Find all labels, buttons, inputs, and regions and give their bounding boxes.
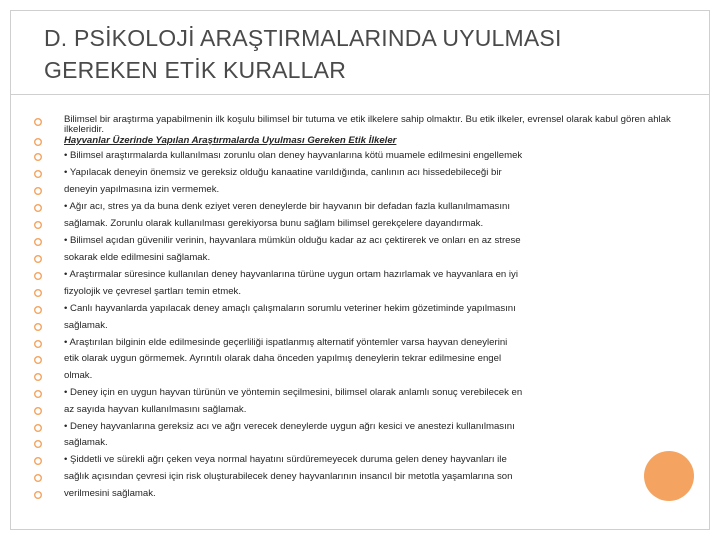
list-item-text: • Deney hayvanlarına gereksiz acı ve ağrı verecek deneylerde uygun ağrı kesici ve anestezi kullanılmasını [64, 421, 515, 432]
list-item-text: • Deney için en uygun hayvan türünün ve yöntemin seçilmesini, bilimsel olarak anlamlı sonuç verebilecek en [64, 387, 523, 398]
bullet-icon [33, 271, 43, 281]
bullet-icon [33, 137, 43, 147]
bullet-icon [33, 152, 43, 162]
bullet-icon [33, 220, 43, 230]
list-item-text: olmak. [64, 370, 93, 381]
bullet-icon [33, 339, 43, 349]
bullet-icon [33, 203, 43, 213]
bullet-icon [33, 423, 43, 433]
bullet-icon [33, 237, 43, 247]
list-item-text: sağlamak. [64, 437, 108, 448]
bullet-icon [33, 305, 43, 315]
bullet-icon [33, 490, 43, 500]
bullet-icon [33, 439, 43, 449]
slide-title [44, 22, 684, 86]
bullet-icon [33, 456, 43, 466]
list-item-text: etik olarak uygun görmemek. Ayrıntılı olarak daha önceden yapılmış deneylerin tekrar edilmesine engel [64, 353, 502, 364]
bullet-icon [33, 186, 43, 196]
slide-title-line-1: D. PSİKOLOJİ ARAŞTIRMALARINDA UYULMASI [44, 25, 562, 51]
list-item-text: az sayıda hayvan kullanılmasını sağlamak. [64, 404, 247, 415]
list-item-text: • Bilimsel araştırmalarda kullanılması zorunlu olan deney hayvanlarına kötü muamele edilmesini engellemek [64, 150, 523, 161]
list-item-text: deneyin yapılmasına izin vermemek. [64, 184, 220, 195]
list-item-text: • Bilimsel açıdan güvenilir verinin, hayvanlara mümkün olduğu kadar az acı çektirerek ve onları en az strese [64, 235, 521, 246]
bullet-icon [33, 372, 43, 382]
list-item-text: • Araştırılan bilginin elde edilmesinde geçerliliği ispatlanmış alternatif yöntemler varsa hayvan deneylerini [64, 337, 508, 348]
section-heading: Hayvanlar Üzerinde Yapılan Araştırmalarda Uyulması Gereken Etik İlkeler [64, 135, 397, 146]
list-item-text: fizyolojik ve çevresel şartları temin etmek. [64, 286, 242, 297]
bullet-icon [33, 406, 43, 416]
list-item-text: Bilimsel bir araştırma yapabilmenin ilk koşulu bilimsel bir tutuma ve etik ilkelere sahip olmaktır. Bu etik ilkeler, evrensel olarak kabul gören ahlak ilkeleridir. [64, 114, 671, 135]
list-item-text: • Şiddetli ve sürekli ağrı çeken veya normal hayatını sürdüremeyecek duruma gelen deney hayvanları ile [64, 454, 507, 465]
bullet-icon [33, 389, 43, 399]
bullet-icon [33, 322, 43, 332]
list-item-text: sağlık açısından çevresi için risk oluşturabilecek deney hayvanlarının insancıl bir metotla yaşamlarına son [64, 471, 513, 482]
orange-circle-decoration [644, 451, 694, 501]
bullet-icon [33, 254, 43, 264]
title-divider [10, 94, 710, 95]
list-item-text: • Yapılacak deneyin önemsiz ve gereksiz olduğu kanaatine varıldığında, canlının acı hissedebileceği bir [64, 167, 502, 178]
list-item-text: verilmesini sağlamak. [64, 488, 156, 499]
list-item-text: • Ağır acı, stres ya da buna denk eziyet veren deneylerde bir hayvanın bir defadan fazla kullanılmamasını [64, 201, 510, 212]
bullet-icon [33, 169, 43, 179]
bullet-icon [33, 288, 43, 298]
bullet-icon [33, 117, 43, 127]
list-item-text: sağlamak. [64, 320, 108, 331]
list-item-text: sokarak elde edilmesini sağlamak. [64, 252, 211, 263]
list-item-text: • Araştırmalar süresince kullanılan deney hayvanlarına türüne uygun ortam hazırlamak ve hayvanlara en iyi [64, 269, 518, 280]
list-item-text: • Canlı hayvanlarda yapılacak deney amaçlı çalışmaların sorumlu veteriner hekim gözetiminde yapılmasını [64, 303, 516, 314]
list-item-text: sağlamak. Zorunlu olarak kullanılması gerekiyorsa bunu sağlam bilimsel gerekçelere dayandırmak. [64, 218, 484, 229]
slide-title-line-2: GEREKEN ETİK KURALLAR [44, 57, 347, 83]
bullet-icon [33, 355, 43, 365]
bullet-icon [33, 473, 43, 483]
